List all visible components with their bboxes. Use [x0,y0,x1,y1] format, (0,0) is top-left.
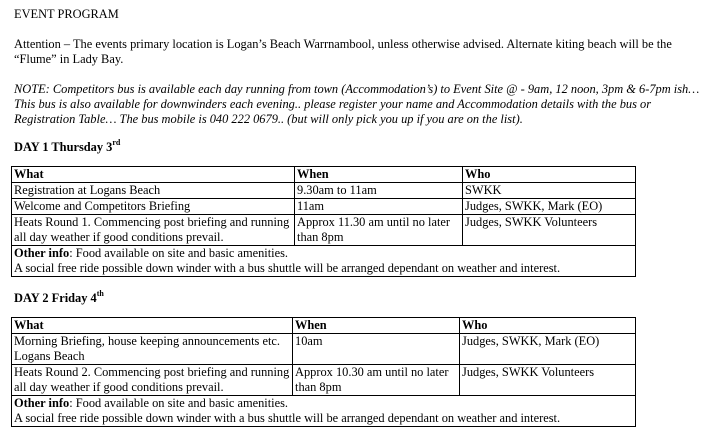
cell-what: Welcome and Competitors Briefing [12,199,295,215]
other-info-line-2: A social free ride possible down winder with a bus shuttle will be arranged dependant on weather and interest. [14,411,561,425]
document-page [14,7,712,441]
day-1-schedule-table [11,166,636,277]
cell-who: Judges, SWKK, Mark (EO) [460,334,636,365]
cell-when: Approx 10.30 am until no later than 8pm [293,365,460,396]
cell-who: Judges, SWKK, Mark (EO) [463,199,636,215]
cell-who: SWKK [463,183,636,199]
cell-what: Morning Briefing, house keeping announcements etc. Logans Beach [12,334,293,365]
other-info-line-2: A social free ride possible down winder with a bus shuttle will be arranged dependant on weather and interest. [14,261,561,275]
cell-when: 10am [293,334,460,365]
cell-what: Heats Round 2. Commencing post briefing and running all day weather if good conditions prevail. [12,365,293,396]
attention-paragraph: Attention – The events primary location is Logan’s Beach Warrnambool, unless otherwise advised. Alternate kiting beach will be the “Flume” in Lady Bay. [14,37,672,66]
table-header-row [12,318,636,334]
column-header-when: When [295,167,463,183]
day-2-schedule-table [11,317,636,427]
table-row [12,199,636,215]
cell-who: Judges, SWKK Volunteers [460,365,636,396]
table-row [12,215,636,246]
table-row [12,365,636,396]
day-1-heading [14,140,712,155]
other-info-label: Other info [14,396,70,410]
other-info-text: : Food available on site and basic amenities. [69,246,289,260]
other-info-label: Other info [14,246,70,260]
cell-what: Heats Round 1. Commencing post briefing and running all day weather if good conditions prevail. [12,215,295,246]
column-header-what: What [12,318,293,334]
document-title: EVENT PROGRAM [14,7,119,21]
other-info-cell [12,246,636,277]
table-row [12,334,636,365]
other-info-text: : Food available on site and basic amenities. [69,396,289,410]
bus-note-paragraph: NOTE: Competitors bus is available each day running from town (Accommodation’s) to Event Site @ - 9am, 12 noon, 3pm & 6-7pm ish… This bus is also available for downwinders each evening.. please register your name and Accommodation details with the bus or Registration Table… The bus mobile is 040 222 0679.. (but will only pick you up if you are on the list). [14,82,700,126]
table-row [12,183,636,199]
table-header-row [12,167,636,183]
column-header-who: Who [460,318,636,334]
other-info-row [12,396,636,427]
cell-what: Registration at Logans Beach [12,183,295,199]
cell-who: Judges, SWKK Volunteers [463,215,636,246]
other-info-cell [12,396,636,427]
day-2-heading [14,291,712,306]
column-header-what: What [12,167,295,183]
column-header-who: Who [463,167,636,183]
cell-when: 11am [295,199,463,215]
day-2-heading-suffix: th [96,289,104,298]
day-1-heading-suffix: rd [112,138,121,147]
day-1-heading-text: DAY 1 Thursday 3 [14,140,113,154]
day-2-heading-text: DAY 2 Friday 4 [14,291,97,305]
cell-when: 9.30am to 11am [295,183,463,199]
other-info-row [12,246,636,277]
cell-when: Approx 11.30 am until no later than 8pm [295,215,463,246]
column-header-when: When [293,318,460,334]
